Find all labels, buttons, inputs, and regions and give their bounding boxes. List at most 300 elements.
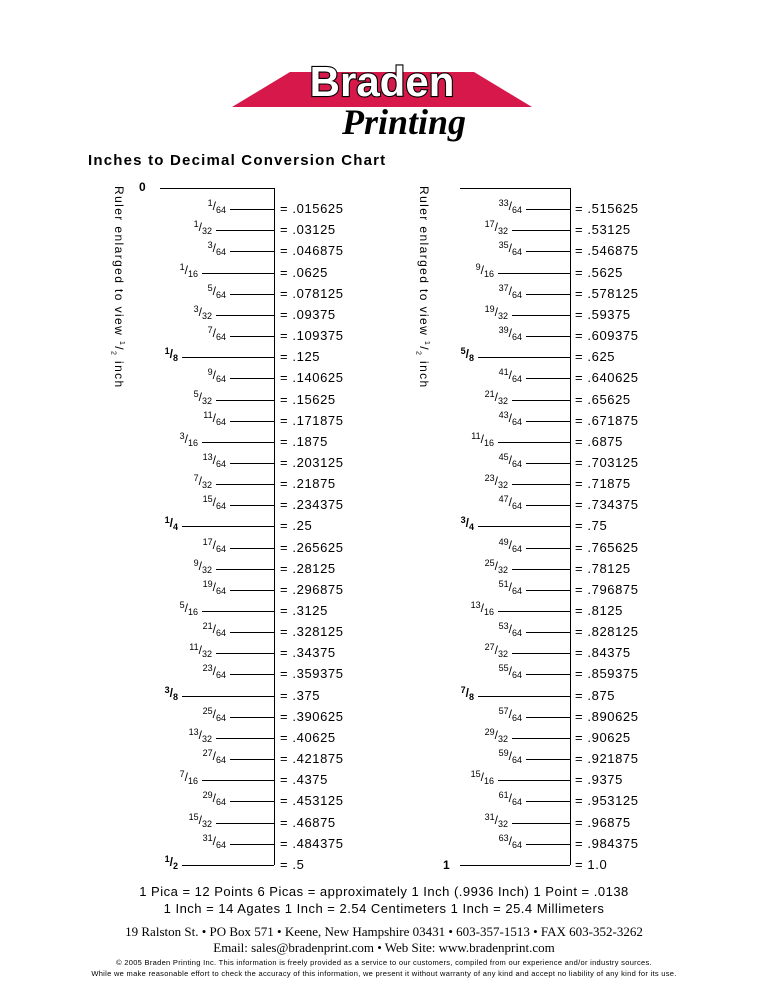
fraction-denominator: 16: [187, 776, 198, 787]
fraction-slash: /: [198, 220, 202, 235]
decimal-value: = .609375: [575, 328, 639, 344]
fraction-denominator: 64: [511, 374, 522, 385]
fraction-denominator: 64: [511, 585, 522, 596]
conversion-note-1: 1 Pica = 12 Points 6 Picas = approximately 1 Inch (.9936 Inch) 1 Point = .0138: [139, 884, 629, 899]
fraction-slash: /: [508, 833, 512, 848]
fraction-slash: /: [494, 643, 498, 658]
fraction-numerator: 27: [202, 748, 213, 759]
side-label-den: 2: [414, 350, 422, 357]
decimal-value: = .375: [280, 687, 321, 703]
ruler-fraction-label: [498, 282, 522, 300]
decimal-value: = .890625: [575, 708, 639, 724]
fraction-slash: /: [508, 326, 512, 341]
fraction-slash: /: [169, 854, 173, 869]
fraction-numerator: 43: [498, 409, 509, 420]
fraction-numerator: 1: [164, 515, 170, 526]
fraction-denominator: 8: [172, 691, 178, 702]
fraction-numerator: 1: [207, 198, 213, 209]
fraction-slash: /: [198, 389, 202, 404]
fraction-slash: /: [465, 516, 469, 531]
ruler-tick: [478, 357, 570, 358]
ruler-tick: [526, 505, 570, 506]
ruler-fraction-label: [484, 726, 508, 744]
fraction-slash: /: [480, 770, 484, 785]
fraction-slash: /: [198, 304, 202, 319]
fraction-denominator: 16: [187, 607, 198, 617]
fraction-slash: /: [212, 495, 216, 510]
decimal-value: = .8125: [575, 603, 623, 618]
fraction-numerator: 3: [164, 684, 170, 695]
ruler-tick: [526, 209, 570, 210]
ruler-fraction-label: [484, 811, 508, 829]
decimal-value: = .546875: [575, 243, 639, 259]
fraction-denominator: 32: [497, 480, 508, 491]
fraction-numerator: 3: [207, 240, 213, 251]
fraction-numerator: 61: [498, 790, 509, 801]
fraction-slash: /: [169, 685, 173, 700]
fraction-numerator: 19: [484, 303, 495, 314]
decimal-value: = .109375: [280, 328, 344, 344]
decimal-value: = .1875: [280, 433, 328, 449]
fraction-numerator: 9: [193, 557, 199, 568]
fraction-slash: /: [508, 368, 512, 383]
fraction-denominator: 64: [511, 501, 522, 512]
fraction-numerator: 3: [460, 515, 466, 526]
decimal-value: = .65625: [575, 391, 631, 407]
fraction-slash: /: [212, 368, 216, 383]
fraction-numerator: 17: [484, 219, 495, 230]
fraction-denominator: 16: [483, 437, 494, 448]
side-label-left: Ruler enlarged to view $^1/_2$ inch: [109, 186, 126, 389]
fraction-denominator: 2: [172, 860, 178, 871]
fraction-slash: /: [198, 643, 202, 658]
fraction-numerator: 11: [203, 409, 213, 420]
fraction-denominator: 32: [497, 395, 508, 406]
ruler-tick: [526, 548, 570, 549]
fraction-denominator: 64: [215, 458, 226, 469]
ruler-fraction-label: [498, 367, 522, 385]
ruler-fraction-label: [498, 494, 522, 512]
fraction-denominator: 64: [215, 332, 226, 343]
fraction-denominator: 64: [511, 416, 522, 427]
fraction-numerator: 13: [202, 451, 213, 462]
ruler-fraction-label: [498, 663, 522, 681]
fraction-numerator: 5: [179, 600, 185, 610]
ruler-tick: [460, 865, 570, 866]
fraction-denominator: 32: [497, 649, 508, 660]
decimal-value: = .453125: [280, 793, 344, 809]
ruler-fraction-label: [498, 409, 522, 427]
decimal-value: = .625: [575, 349, 616, 365]
fraction-denominator: 64: [215, 628, 226, 639]
fraction-numerator: 5: [460, 346, 466, 357]
ruler-tick: [512, 738, 570, 739]
decimal-value: = .90625: [575, 729, 631, 745]
decimal-value: = .0625: [280, 264, 328, 280]
ruler-fraction-label: [470, 600, 494, 617]
fraction-denominator: 32: [497, 226, 508, 237]
fraction-slash: /: [508, 241, 512, 256]
ruler-tick: [526, 421, 570, 422]
decimal-value: = .53125: [575, 222, 631, 238]
decimal-value: = .5625: [575, 264, 623, 280]
fraction-numerator: 25: [484, 557, 495, 568]
fraction-numerator: 47: [498, 494, 509, 505]
fraction-denominator: 64: [215, 205, 226, 216]
ruler-tick: [526, 801, 570, 802]
decimal-value: = .78125: [575, 560, 631, 576]
fraction-denominator: 64: [215, 839, 226, 850]
decimal-value: = .671875: [575, 412, 639, 428]
decimal-value: = .46875: [280, 814, 336, 830]
ruler-tick: [526, 378, 570, 379]
fraction-slash: /: [480, 601, 484, 615]
fraction-denominator: 64: [215, 501, 226, 512]
logo-word-braden: Braden: [309, 58, 455, 105]
fraction-numerator: 17: [202, 536, 213, 547]
fraction-numerator: 37: [498, 282, 509, 293]
fraction-numerator: 7: [193, 473, 199, 484]
decimal-value: = .171875: [280, 412, 344, 428]
fraction-slash: /: [494, 389, 498, 404]
ruler-fraction-label: [498, 705, 522, 723]
fraction-denominator: 64: [511, 247, 522, 258]
fraction-slash: /: [508, 664, 512, 679]
fraction-slash: /: [212, 833, 216, 848]
decimal-value: = .75: [575, 518, 608, 534]
decimal-value: = .21875: [280, 476, 336, 492]
fraction-numerator: 23: [484, 473, 495, 484]
fraction-denominator: 32: [497, 733, 508, 744]
decimal-value: = .015625: [280, 201, 344, 217]
fraction-slash: /: [494, 474, 498, 489]
fraction-numerator: 5: [207, 282, 213, 293]
fraction-numerator: 21: [484, 388, 495, 399]
fraction-denominator: 16: [187, 437, 198, 448]
fraction-slash: /: [198, 727, 202, 742]
ruler-fraction-label: [484, 473, 508, 491]
fraction-slash: /: [212, 326, 216, 341]
fraction-slash: /: [212, 410, 216, 425]
fraction-denominator: 16: [483, 776, 494, 787]
decimal-value: = .703125: [575, 454, 639, 470]
fraction-numerator: 49: [498, 536, 509, 547]
fraction-denominator: 32: [201, 649, 212, 660]
ruler-fraction-label: [498, 240, 522, 258]
fraction-numerator: 27: [484, 642, 495, 653]
fraction-numerator: 13: [188, 726, 199, 737]
fraction-slash: /: [508, 452, 512, 467]
ruler-tick: [526, 759, 570, 760]
fraction-numerator: 1: [179, 261, 185, 272]
ruler-fraction-label: [470, 769, 494, 787]
fraction-denominator: 32: [497, 564, 508, 575]
ruler-tick: [526, 590, 570, 591]
decimal-value: = .15625: [280, 391, 336, 407]
fraction-numerator: 5: [193, 388, 199, 399]
fraction-denominator: 8: [468, 353, 474, 364]
fraction-denominator: 64: [215, 247, 226, 258]
fraction-numerator: 63: [498, 832, 509, 843]
conversion-note-2: 1 Inch = 14 Agates 1 Inch = 2.54 Centimeters 1 Inch = 25.4 Millimeters: [163, 901, 605, 916]
fraction-numerator: 31: [202, 832, 213, 843]
fraction-denominator: 32: [201, 564, 212, 575]
decimal-value: = .390625: [280, 708, 344, 724]
fraction-numerator: 7: [207, 325, 213, 336]
fraction-numerator: 21: [202, 621, 213, 632]
fraction-slash: /: [508, 199, 512, 214]
fraction-slash: /: [212, 452, 216, 467]
logo-word-printing: Printing: [341, 102, 467, 142]
fraction-numerator: 15: [470, 769, 481, 780]
ruler-fraction-label: [460, 684, 474, 702]
decimal-value: = .9375: [575, 772, 623, 788]
ruler-fraction-label: [498, 790, 522, 808]
decimal-value: = .40625: [280, 729, 336, 745]
fraction-denominator: 64: [511, 839, 522, 850]
ruler-tick: [498, 611, 570, 612]
fraction-numerator: 1: [164, 853, 170, 864]
fraction-numerator: 1: [193, 219, 199, 230]
fraction-numerator: 3: [193, 303, 199, 314]
decimal-value: = .125: [280, 349, 321, 365]
fraction-denominator: 64: [511, 755, 522, 766]
fraction-numerator: 57: [498, 705, 509, 716]
fraction-numerator: 55: [498, 663, 509, 674]
ruler-tick: [512, 315, 570, 316]
fraction-slash: /: [198, 558, 202, 573]
fraction-numerator: 59: [498, 748, 509, 759]
decimal-value: = .34375: [280, 645, 336, 661]
side-label-suffix: inch: [417, 356, 431, 389]
ruler-tick: [526, 294, 570, 295]
fraction-slash: /: [508, 283, 512, 298]
fraction-denominator: 32: [201, 395, 212, 406]
ruler-tick: [526, 717, 570, 718]
decimal-value: = .328125: [280, 624, 344, 640]
fraction-slash: /: [508, 791, 512, 806]
fraction-numerator: 15: [188, 811, 199, 822]
fraction-slash: /: [494, 304, 498, 319]
fraction-denominator: 64: [215, 755, 226, 766]
decimal-value: = .578125: [575, 285, 639, 301]
side-label-prefix: Ruler enlarged to view: [417, 186, 431, 341]
fraction-slash: /: [212, 706, 216, 721]
company-contact: Email: sales@bradenprint.com • Web Site: www.bradenprint.com: [213, 940, 555, 955]
decimal-value: = .265625: [280, 539, 344, 555]
fraction-slash: /: [494, 558, 498, 573]
ruler-fraction-label: [498, 748, 522, 766]
fraction-numerator: 11: [189, 642, 199, 653]
side-label-right: Ruler enlarged to view $^1/_2$ inch: [414, 186, 431, 389]
fraction-slash: /: [212, 283, 216, 298]
ruler-fraction-label: [484, 388, 508, 406]
ruler-tick: [498, 442, 570, 443]
decimal-value: = .859375: [575, 666, 639, 682]
fraction-denominator: 64: [511, 712, 522, 723]
decimal-value: = .5: [280, 856, 305, 872]
fraction-slash: /: [212, 791, 216, 806]
fraction-denominator: 64: [215, 289, 226, 300]
fraction-denominator: 8: [172, 353, 178, 364]
fraction-slash: /: [508, 706, 512, 721]
fraction-numerator: 3: [179, 430, 185, 441]
decimal-value: = .984375: [575, 835, 639, 851]
decimal-value: = .6875: [575, 433, 623, 449]
fraction-numerator: 19: [202, 578, 213, 589]
ruler-fraction-label: [498, 325, 522, 343]
decimal-value: = .046875: [280, 243, 344, 259]
fraction-slash: /: [184, 601, 188, 615]
side-label-num: 1: [118, 340, 125, 347]
decimal-value: = .234375: [280, 497, 344, 513]
ruler-tick: [512, 400, 570, 401]
ruler-tick: [512, 653, 570, 654]
fraction-denominator: 64: [215, 670, 226, 681]
decimal-value: = .921875: [575, 751, 639, 767]
fraction-denominator: 64: [215, 416, 226, 427]
fraction-denominator: 64: [215, 712, 226, 723]
decimal-value: = .4375: [280, 772, 328, 788]
fraction-slash: /: [508, 579, 512, 594]
ruler-tick: [512, 230, 570, 231]
fraction-numerator: 7: [460, 684, 466, 695]
decimal-value: = .59375: [575, 306, 631, 322]
fraction-denominator: 16: [483, 607, 494, 617]
copyright-note: © 2005 Braden Printing Inc. This information is freely provided as a service to our customers, compiled from our experience and/or industry sources.: [116, 958, 652, 967]
ruler-tick: [526, 336, 570, 337]
fraction-slash: /: [212, 537, 216, 552]
decimal-value: = .484375: [280, 835, 344, 851]
fraction-slash: /: [465, 685, 469, 700]
fraction-numerator: 29: [484, 726, 495, 737]
fraction-slash: /: [169, 516, 173, 531]
fraction-numerator: 23: [202, 663, 213, 674]
side-label-num: 1: [423, 340, 430, 347]
ruler-tick: [498, 780, 570, 781]
fraction-denominator: 32: [201, 226, 212, 237]
fraction-denominator: 64: [215, 374, 226, 385]
ruler-fraction-label: [484, 557, 508, 575]
fraction-numerator: 7: [179, 769, 185, 780]
fraction-slash: /: [212, 749, 216, 764]
side-label-prefix: Ruler enlarged to view: [112, 186, 126, 341]
fraction-denominator: 16: [483, 268, 494, 279]
decimal-value: = .296875: [280, 581, 344, 597]
fraction-slash: /: [198, 474, 202, 489]
fraction-denominator: 64: [511, 205, 522, 216]
fraction-slash: /: [508, 537, 512, 552]
fraction-denominator: 32: [201, 733, 212, 744]
company-address: 19 Ralston St. • PO Box 571 • Keene, New Hampshire 03431 • 603-357-1513 • FAX 603-352-3262: [125, 924, 643, 939]
fraction-slash: /: [465, 347, 469, 362]
fraction-numerator: 13: [470, 600, 481, 610]
fraction-slash: /: [508, 749, 512, 764]
ruler-one-label: 1: [443, 858, 450, 872]
decimal-value: = .953125: [575, 793, 639, 809]
fraction-slash: /: [198, 812, 202, 827]
fraction-slash: /: [494, 812, 498, 827]
fraction-numerator: 9: [207, 367, 213, 378]
fraction-slash: /: [508, 410, 512, 425]
fraction-numerator: 11: [471, 430, 481, 441]
decimal-value: = .28125: [280, 560, 336, 576]
fraction-denominator: 4: [468, 522, 474, 533]
fraction-numerator: 31: [484, 811, 495, 822]
fraction-numerator: 9: [475, 261, 481, 272]
fraction-slash: /: [184, 431, 188, 446]
decimal-value: = .796875: [575, 581, 639, 597]
fraction-denominator: 64: [511, 670, 522, 681]
fraction-denominator: 64: [215, 543, 226, 554]
ruler-fraction-label: [460, 515, 474, 533]
fraction-slash: /: [184, 770, 188, 785]
fraction-denominator: 64: [511, 332, 522, 343]
fraction-numerator: 53: [498, 621, 509, 632]
fraction-denominator: 4: [172, 522, 178, 533]
ruler-fraction-label: [484, 642, 508, 660]
decimal-value: = .765625: [575, 539, 639, 555]
fraction-slash: /: [184, 262, 188, 277]
fraction-numerator: 35: [498, 240, 509, 251]
decimal-value: = .734375: [575, 497, 639, 513]
decimal-value: = .71875: [575, 476, 631, 492]
fraction-denominator: 64: [215, 585, 226, 596]
decimal-value: = 1.0: [575, 856, 608, 872]
fraction-slash: /: [212, 241, 216, 256]
fraction-denominator: 64: [215, 797, 226, 808]
ruler-fraction-label: [498, 578, 522, 596]
decimal-value: = .3125: [280, 603, 328, 618]
decimal-value: = .421875: [280, 751, 344, 767]
ruler-fraction-label: [498, 832, 522, 850]
fraction-numerator: 51: [498, 578, 509, 589]
ruler-fraction-label: [498, 198, 522, 216]
ruler-tick: [512, 569, 570, 570]
fraction-denominator: 32: [201, 480, 212, 491]
decimal-value: = .25: [280, 518, 313, 534]
decimal-value: = .203125: [280, 454, 344, 470]
fraction-slash: /: [480, 431, 484, 446]
fraction-numerator: 33: [498, 198, 509, 209]
fraction-slash: /: [212, 579, 216, 594]
ruler-tick: [526, 632, 570, 633]
ruler-fraction-label: [484, 219, 508, 237]
decimal-value: = .640625: [575, 370, 639, 386]
decimal-value: = .09375: [280, 306, 336, 322]
ruler-fraction-label: [484, 303, 508, 321]
fraction-denominator: 32: [497, 310, 508, 321]
fraction-slash: /: [480, 262, 484, 277]
fraction-numerator: 41: [498, 367, 509, 378]
ruler-fraction-label: [460, 346, 474, 364]
ruler-fraction-label: [498, 621, 522, 639]
fraction-denominator: 32: [201, 818, 212, 829]
disclaimer-note: While we make reasonable effort to check the accuracy of this information, we present it without warranty of any kind and accept no liability of any kind for its use.: [91, 969, 677, 978]
fraction-denominator: 64: [511, 628, 522, 639]
fraction-numerator: 29: [202, 790, 213, 801]
ruler-tick: [512, 823, 570, 824]
decimal-value: = .96875: [575, 814, 631, 830]
ruler-fraction-label: [498, 536, 522, 554]
decimal-value: = .140625: [280, 370, 344, 386]
ruler-spine: [570, 188, 571, 865]
ruler-top-tick: [460, 188, 571, 189]
fraction-slash: /: [508, 495, 512, 510]
fraction-slash: /: [212, 199, 216, 214]
fraction-denominator: 16: [187, 268, 198, 279]
fraction-numerator: 15: [202, 494, 213, 505]
